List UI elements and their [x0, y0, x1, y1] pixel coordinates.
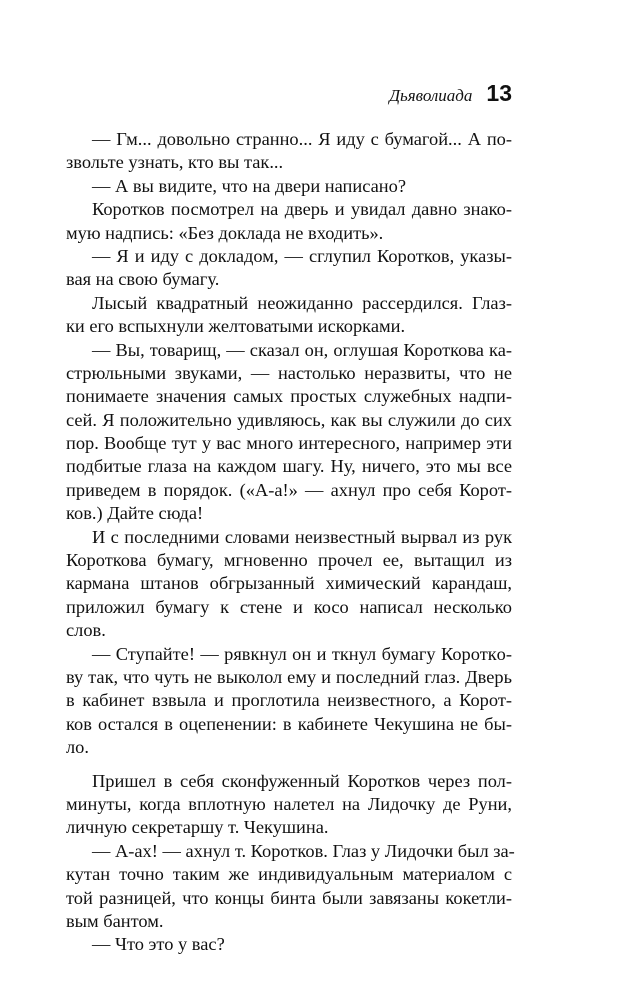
text-line: ков остался в оцепенении: в кабинете Чекушина не бы-	[66, 713, 512, 734]
text-line: той разницей, что концы бинта были завязаны кокетли-	[66, 887, 512, 908]
text-line: в кабинет взвыла и проглотила неизвестного, а Корот-	[66, 690, 512, 711]
text-line: — А вы видите, что на двери написано?	[92, 175, 406, 196]
text-line: приведем в порядок. («А-а!» — ахнул про себя Корот-	[66, 479, 512, 500]
text-line: — Ступайте! — рявкнул он и ткнул бумагу Короткo-	[92, 643, 512, 664]
paragraph-gap	[66, 760, 512, 770]
text-line: Пришел в себя сконфуженный Коротков через пол-	[92, 770, 512, 791]
text-line: ки его вспыхнули желтоватыми искорками.	[66, 316, 406, 337]
text-line: личную секретаршу т. Чекушина.	[66, 817, 329, 838]
text-line: понимаете значения самых простых служебных надпи-	[66, 386, 512, 407]
text-line: — А-ах! — ахнул т. Коротков. Глаз у Лидочки был за-	[92, 840, 515, 861]
text-line: Коротков посмотрел на дверь и увидал давно знако-	[92, 199, 512, 220]
text-line: Лысый квадратный неожиданно рассердился. Глаз-	[92, 292, 512, 313]
page-number: 13	[486, 80, 512, 106]
text-line: ву так, что чуть не выколол ему и последний глаз. Дверь	[66, 666, 512, 687]
text-line: ков.) Дайте сюда!	[66, 503, 204, 524]
text-line: слов.	[66, 620, 106, 641]
text-line: подбитые глаза на каждом шагу. Ну, ничего, это мы все	[66, 456, 512, 477]
text-line: приложил бумагу к стене и косо написал несколько	[66, 596, 512, 617]
body-text	[66, 128, 515, 957]
text-line: пор. Вообще тут у вас много интересного, например эти	[66, 433, 512, 454]
text-line: — Вы, товарищ, — сказал он, оглушая Короткова ка-	[92, 339, 512, 360]
text-line: — Что это у вас?	[92, 934, 225, 955]
text-line: И с последними словами неизвестный вырвал из рук	[92, 526, 512, 547]
text-line: стрюльными звуками, — настолько неразвиты, что не	[66, 362, 512, 383]
text-line: мую надпись: «Без доклада не входить».	[66, 222, 384, 243]
text-line: — Я и иду с докладом, — сглупил Коротков, указы-	[92, 245, 512, 266]
running-title: Дьяволиада	[389, 86, 473, 105]
text-line: минуты, когда вплотную налетел на Лидочку де Руни,	[66, 793, 512, 814]
text-line: ло.	[66, 737, 89, 758]
text-line: кармана штанов обгрызанный химический карандаш,	[66, 573, 512, 594]
text-line: вая на свою бумагу.	[66, 269, 220, 290]
page-header	[60, 80, 512, 107]
text-line: кутан точно таким же индивидуальным материалом с	[66, 864, 512, 885]
text-line: сей. Я положительно удивляюсь, как вы служили до сих	[66, 409, 512, 430]
text-line: — Гм... довольно странно... Я иду с бумагой... А по-	[92, 129, 512, 149]
text-line: вым бантом.	[66, 910, 164, 931]
text-line: Короткова бумагу, мгновенно прочел ее, вытащил из	[66, 550, 512, 571]
text-line: звольте узнать, кто вы так...	[66, 152, 284, 173]
